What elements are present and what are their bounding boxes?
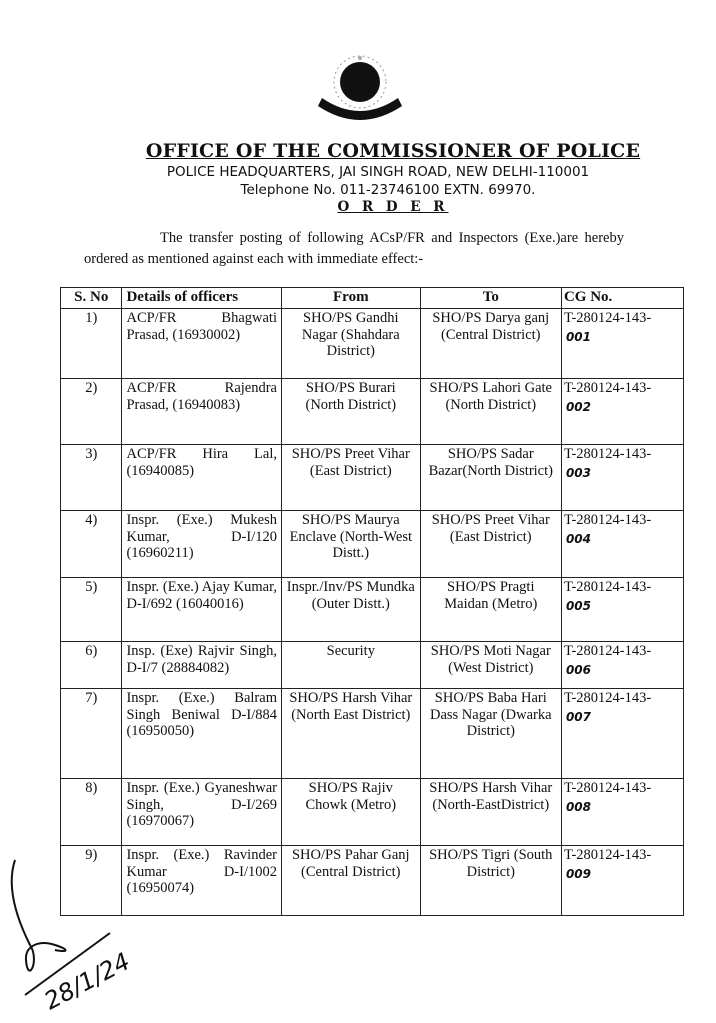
cell-sno: 7) — [61, 689, 122, 779]
cell-sno: 3) — [61, 445, 122, 511]
table-row — [61, 689, 684, 779]
cell-cg-no — [561, 578, 683, 642]
handwritten-signature — [0, 845, 200, 1020]
cell-details: Inspr. (Exe.) Gyaneshwar Singh, D-I/269 (16970067) — [122, 779, 282, 846]
cg-handwritten-suffix: 005 — [565, 598, 592, 613]
signature-date: 28/1/24 — [39, 947, 135, 1016]
cg-handwritten-suffix: 004 — [565, 531, 592, 546]
cg-prefix: T-280124-143- — [563, 643, 652, 659]
cg-prefix: T-280124-143- — [563, 512, 652, 528]
cell-to: SHO/PS Preet Vihar (East District) — [420, 511, 561, 578]
cg-handwritten-suffix: 002 — [565, 399, 592, 414]
cell-from: SHO/PS Preet Vihar (East District) — [281, 445, 420, 511]
office-telephone: Telephone No. 011-23746100 EXTN. 69970. — [240, 182, 536, 198]
cell-to: SHO/PS Pragti Maidan (Metro) — [420, 578, 561, 642]
table-row — [61, 309, 684, 379]
cell-cg-no — [561, 846, 683, 916]
cell-from: Inspr./Inv/PS Mundka (Outer Distt.) — [281, 578, 420, 642]
table-row — [61, 445, 684, 511]
table-row — [61, 379, 684, 445]
cell-from: SHO/PS Burari (North District) — [281, 379, 420, 445]
cell-cg-no — [561, 309, 683, 379]
office-address: POLICE HEADQUARTERS, JAI SINGH ROAD, NEW DELHI-110001 — [166, 164, 590, 180]
cell-sno: 4) — [61, 511, 122, 578]
table-row — [61, 642, 684, 689]
cell-to: SHO/PS Tigri (South District) — [420, 846, 561, 916]
cell-details: Inspr. (Exe.) Ajay Kumar, D-I/692 (16040016) — [122, 578, 282, 642]
cg-handwritten-suffix: 003 — [565, 465, 592, 480]
table-header-row — [61, 288, 684, 309]
cg-prefix: T-280124-143- — [563, 310, 652, 326]
cell-from: SHO/PS Rajiv Chowk (Metro) — [281, 779, 420, 846]
cell-to: SHO/PS Moti Nagar (West District) — [420, 642, 561, 689]
cg-prefix: T-280124-143- — [563, 847, 652, 863]
cell-cg-no — [561, 379, 683, 445]
cell-sno: 9) — [61, 846, 122, 916]
col-details: Details of officers — [122, 288, 282, 309]
cell-cg-no — [561, 445, 683, 511]
table-row — [61, 779, 684, 846]
cell-cg-no — [561, 689, 683, 779]
table-row — [61, 578, 684, 642]
cell-sno: 6) — [61, 642, 122, 689]
cg-handwritten-suffix: 001 — [565, 329, 592, 344]
cell-from: SHO/PS Harsh Vihar (North East District) — [281, 689, 420, 779]
cell-sno: 5) — [61, 578, 122, 642]
intro-paragraph: The transfer posting of following ACsP/FR and Inspectors (Exe.)are hereby ordered as mentioned against each with immediate effect:- — [84, 230, 624, 267]
cell-cg-no — [561, 642, 683, 689]
cell-sno: 8) — [61, 779, 122, 846]
cg-prefix: T-280124-143- — [563, 380, 652, 396]
cell-to: SHO/PS Sadar Bazar(North District) — [420, 445, 561, 511]
police-emblem-logo — [314, 52, 406, 122]
cell-from: SHO/PS Pahar Ganj (Central District) — [281, 846, 420, 916]
cell-sno: 1) — [61, 309, 122, 379]
cell-cg-no — [561, 779, 683, 846]
cg-prefix: T-280124-143- — [563, 579, 652, 595]
cell-to: SHO/PS Darya ganj (Central District) — [420, 309, 561, 379]
cell-cg-no — [561, 511, 683, 578]
col-cg-no: CG No. — [561, 288, 683, 309]
cell-details: Inspr. (Exe.) Ravinder Kumar D-I/1002 (16950074) — [122, 846, 282, 916]
col-sno: S. No — [61, 288, 122, 309]
cell-details: ACP/FR Rajendra Prasad, (16940083) — [122, 379, 282, 445]
cg-handwritten-suffix: 009 — [565, 866, 592, 881]
cell-to: SHO/PS Lahori Gate (North District) — [420, 379, 561, 445]
transfer-table — [60, 287, 684, 916]
cg-handwritten-suffix: 008 — [565, 799, 592, 814]
cell-details: Inspr. (Exe.) Mukesh Kumar, D-I/120 (16960211) — [122, 511, 282, 578]
cell-details: Insp. (Exe) Rajvir Singh, D-I/7 (28884082) — [122, 642, 282, 689]
cg-prefix: T-280124-143- — [563, 690, 652, 706]
table-row — [61, 511, 684, 578]
cg-handwritten-suffix: 007 — [565, 709, 592, 724]
cell-sno: 2) — [61, 379, 122, 445]
cell-to: SHO/PS Baba Hari Dass Nagar (Dwarka District) — [420, 689, 561, 779]
cell-from: SHO/PS Gandhi Nagar (Shahdara District) — [281, 309, 420, 379]
cell-from: SHO/PS Maurya Enclave (North-West Distt.) — [281, 511, 420, 578]
col-to: To — [420, 288, 561, 309]
cell-to: SHO/PS Harsh Vihar (North-EastDistrict) — [420, 779, 561, 846]
cg-prefix: T-280124-143- — [563, 446, 652, 462]
cell-details: Inspr. (Exe.) Balram Singh Beniwal D-I/884 (16950050) — [122, 689, 282, 779]
cell-from: Security — [281, 642, 420, 689]
office-title: OFFICE OF THE COMMISSIONER OF POLICE — [145, 140, 641, 162]
cell-details: ACP/FR Bhagwati Prasad, (16930002) — [122, 309, 282, 379]
cg-handwritten-suffix: 006 — [565, 662, 592, 677]
order-heading: O R D E R — [337, 199, 449, 215]
col-from: From — [281, 288, 420, 309]
cg-prefix: T-280124-143- — [563, 780, 652, 796]
cell-details: ACP/FR Hira Lal, (16940085) — [122, 445, 282, 511]
